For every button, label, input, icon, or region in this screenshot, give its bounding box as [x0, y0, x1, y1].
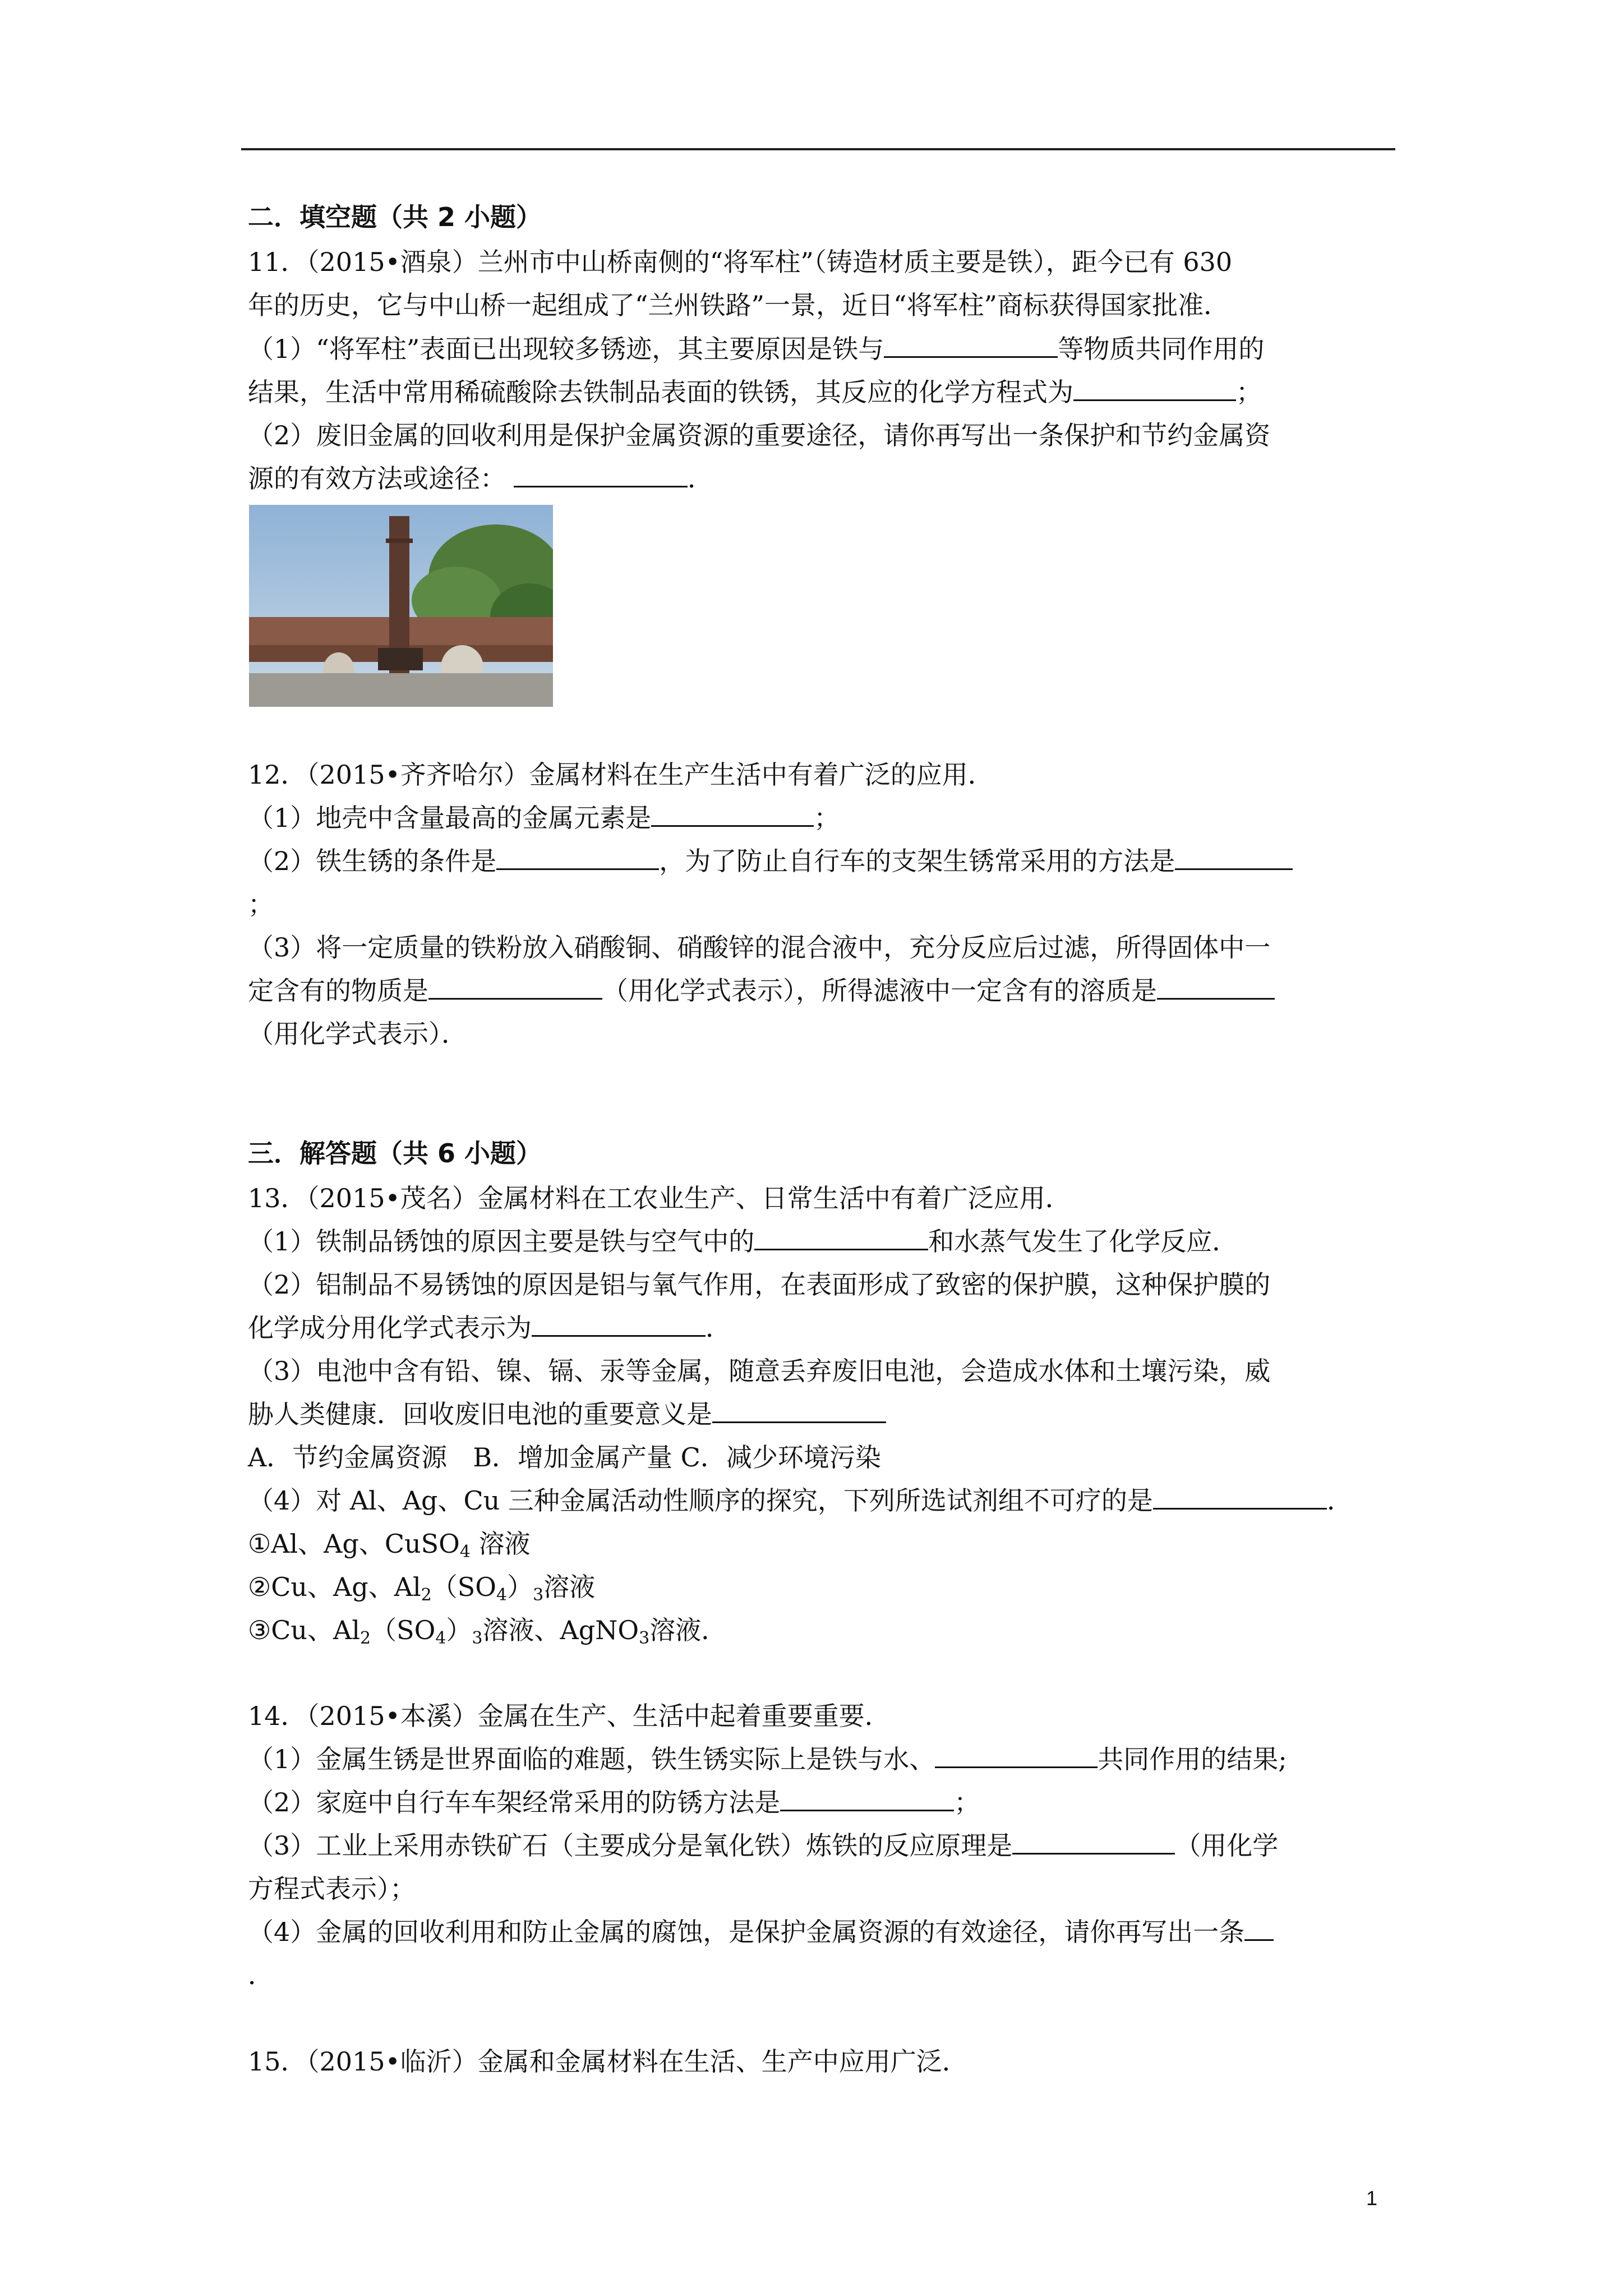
- section-3-title: 三．解答题（共 6 小题）: [248, 1138, 542, 1168]
- q13-line-6: 胁人类健康．回收废旧电池的重要意义是: [248, 1396, 886, 1433]
- q13-line-5: （3）电池中含有铅、镍、镉、汞等金属，随意丢弃废旧电池，会造成水体和土壤污染，威: [248, 1356, 1271, 1386]
- q12-line-5: （3）将一定质量的铁粉放入硝酸铜、硝酸锌的混合液中，充分反应后过滤，所得固体中一: [248, 932, 1271, 963]
- answer-blank[interactable]: [1073, 375, 1236, 401]
- q13-line-8: （4）对 Al、Ag、Cu 三种金属活动性顺序的探究，下列所选试剂组不可疗的是 ．: [248, 1482, 1353, 1519]
- answer-blank[interactable]: [532, 1310, 706, 1337]
- answer-blank[interactable]: [428, 973, 602, 1000]
- q14-line-5: 方程式表示）；: [248, 1874, 416, 1904]
- answer-blank[interactable]: [1175, 844, 1293, 870]
- q12-line-1: 12．（2015•齐齐哈尔）金属材料在生产生活中有着广泛的应用．: [248, 760, 994, 790]
- q12-line-6: 定含有的物质是 （用化学式表示），所得滤液中一定含有的溶质是: [248, 972, 1275, 1009]
- q11-line-6: 源的有效方法或途径： ．: [248, 460, 713, 497]
- q15-line-1: 15．（2015•临沂）金属和金属材料在生活、生产中应用广泛．: [248, 2046, 968, 2077]
- answer-blank[interactable]: [1012, 1828, 1175, 1855]
- section-2-title: 二．填空题（共 2 小题）: [248, 202, 542, 232]
- q11-line-4: 结果，生活中常用稀硫酸除去铁制品表面的铁锈，其反应的化学方程式为 ；: [248, 374, 1262, 411]
- answer-blank[interactable]: [651, 800, 814, 827]
- header-rule: [241, 148, 1395, 150]
- q13-line-7: A．节约金属资源 B．增加金属产量 C．减少环境污染: [248, 1442, 881, 1473]
- page-number: 1: [1366, 2187, 1378, 2210]
- answer-blank[interactable]: [780, 1785, 954, 1811]
- q11-line-3: （1）“将军柱”表面已出现较多锈迹，其主要原因是铁与 等物质共同作用的: [248, 330, 1264, 367]
- q14-line-2: （1）金属生锈是世界面临的难题，铁生锈实际上是铁与水、 共同作用的结果;: [248, 1741, 1287, 1778]
- q13-line-4: 化学成分用化学式表示为 ．: [248, 1309, 731, 1346]
- answer-blank[interactable]: [754, 1224, 928, 1250]
- q12-line-2: （1）地壳中含量最高的金属元素是 ；: [248, 799, 840, 836]
- q13-line-3: （2）铝制品不易锈蚀的原因是铝与氧气作用，在表面形成了致密的保护膜，这种保护膜的: [248, 1269, 1271, 1300]
- q11-line-2: 年的历史，它与中山桥一起组成了“兰州铁路”一景，近日“将军柱”商标获得国家批准．: [248, 290, 1230, 320]
- answer-blank[interactable]: [1153, 1483, 1327, 1510]
- q11-line-1: 11．（2015•酒泉）兰州市中山桥南侧的“将军柱”（铸造材质主要是铁），距今已有 630: [248, 247, 1233, 277]
- q13-option-2: ②Cu、Ag、$Al_2(SO_4)_3$溶液: [248, 1572, 596, 1605]
- q13-line-1: 13．（2015•茂名）金属材料在工农业生产、日常生活中有着广泛应用．: [248, 1183, 1071, 1213]
- answer-blank[interactable]: [496, 844, 659, 870]
- answer-blank[interactable]: [935, 1742, 1098, 1768]
- q13-option-3: ③Cu、$Al_2(SO_4)_3$溶液、AgNO$_3$溶液．: [248, 1615, 727, 1648]
- q12-line-3: （2）铁生锈的条件是 ，为了防止自行车的支架生锈常采用的方法是: [248, 843, 1293, 880]
- q12-line-4: ；: [248, 889, 274, 919]
- q14-line-4: （3）工业上采用赤铁矿石（主要成分是氧化铁）炼铁的反应原理是 （用化学: [248, 1827, 1278, 1864]
- q14-line-1: 14．（2015•本溪）金属在生产、生活中起着重要重要．: [248, 1701, 891, 1731]
- answer-blank[interactable]: [712, 1397, 886, 1423]
- q14-line-7: ．: [248, 1960, 274, 1990]
- q14-line-6: （4）金属的回收利用和防止金属的腐蚀，是保护金属资源的有效途径，请你再写出一条: [248, 1913, 1274, 1950]
- q12-line-7: （用化学式表示）．: [248, 1019, 467, 1049]
- q11-line-5: （2）废旧金属的回收利用是保护金属资源的重要途径，请你再写出一条保护和节约金属资: [248, 420, 1271, 450]
- answer-blank[interactable]: [884, 332, 1058, 358]
- q13-line-2: （1）铁制品锈蚀的原因主要是铁与空气中的 和水蒸气发生了化学反应．: [248, 1223, 1238, 1260]
- answer-blank[interactable]: [1244, 1915, 1274, 1941]
- answer-blank[interactable]: [1157, 973, 1275, 1000]
- answer-blank[interactable]: [514, 461, 688, 487]
- general-pillar-photo: [249, 505, 553, 707]
- q14-line-3: （2）家庭中自行车车架经常采用的防锈方法是 ；: [248, 1784, 980, 1821]
- q13-option-1: ①Al、Ag、CuSO$_4$ 溶液: [248, 1529, 531, 1562]
